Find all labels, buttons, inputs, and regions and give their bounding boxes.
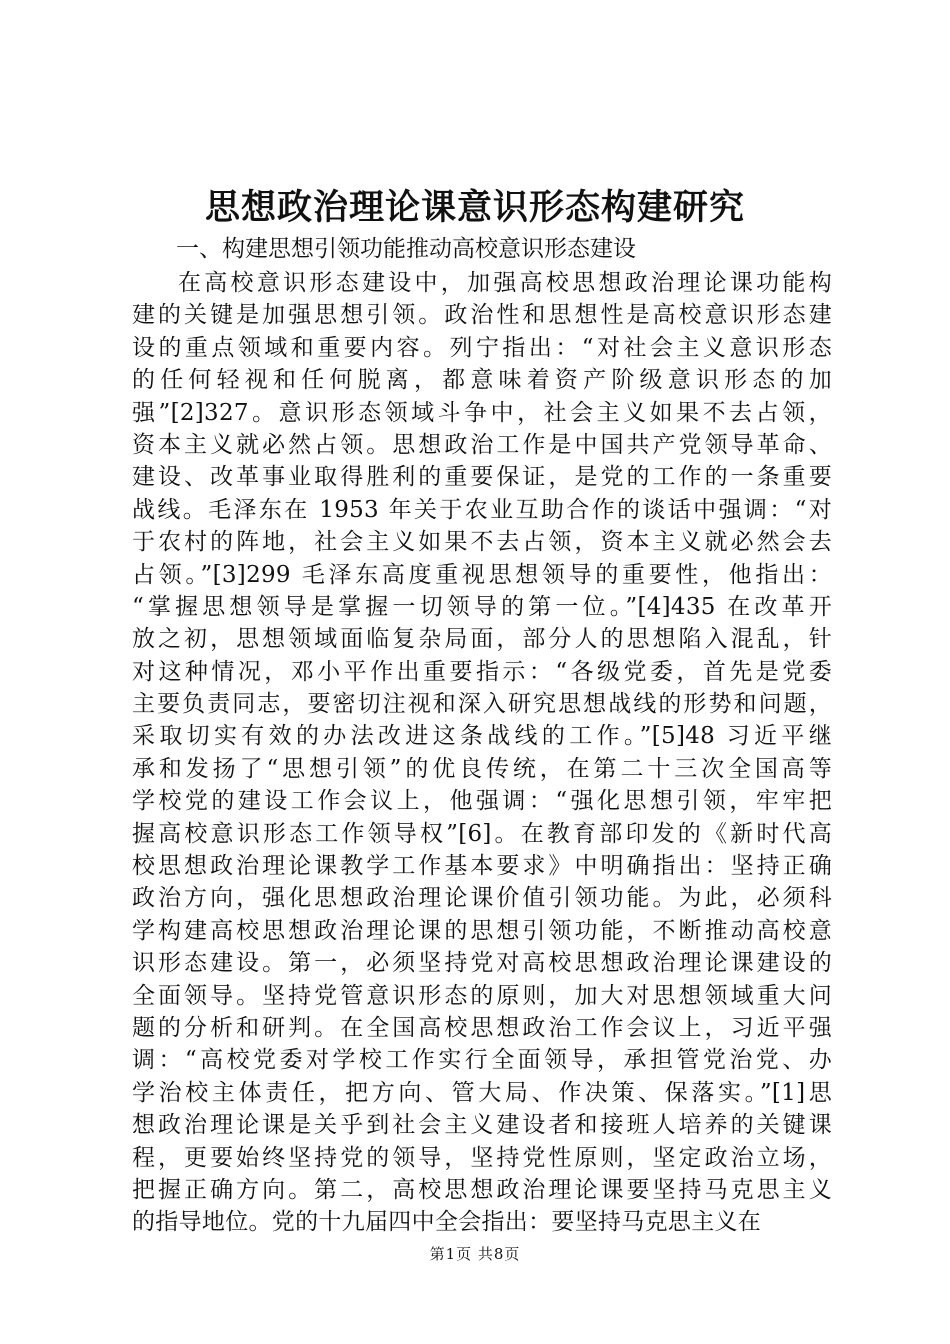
body-line: 政治方向，强化思想政治理论课价值引领功能。为此，必须科	[132, 885, 832, 912]
body-line: 校思想政治理论课教学工作基本要求》中明确指出：坚持正确	[132, 853, 832, 880]
body-line: 学构建高校思想政治理论课的思想引领功能，不断推动高校意	[132, 917, 832, 944]
body-line: 学治校主体责任，把方向、管大局、作决策、保落实。”[1]思	[132, 1079, 832, 1106]
body-line: 全面领导。坚持党管意识形态的原则，加大对思想领域重大问	[132, 982, 832, 1009]
body-line: 学校党的建设工作会议上，他强调：“强化思想引领，牢牢把	[132, 788, 832, 815]
body-line: 的任何轻视和任何脱离，都意味着资产阶级意识形态的加	[132, 367, 832, 394]
body-line: 在高校意识形态建设中，加强高校思想政治理论课功能构	[178, 270, 832, 296]
body-line: 对这种情况，邓小平作出重要指示：“各级党委，首先是党委	[132, 658, 832, 685]
body-line: 占领。”[3]299 毛泽东高度重视思想领导的重要性，他指出：	[132, 561, 832, 588]
section-heading: 一、构建思想引领功能推动高校意识形态建设	[176, 236, 636, 262]
body-line: 握高校意识形态工作领导权”[6]。在教育部印发的《新时代高	[132, 820, 832, 847]
body-text	[132, 267, 832, 1239]
body-line: 建的关键是加强思想引领。政治性和思想性是高校意识形态建	[132, 302, 832, 329]
body-line: 调：“高校党委对学校工作实行全面领导，承担管党治党、办	[132, 1047, 832, 1074]
body-line: 建设、改革事业取得胜利的重要保证，是党的工作的一条重要	[132, 464, 832, 491]
body-line: “掌握思想领导是掌握一切领导的第一位。”[4]435 在改革开	[132, 593, 832, 620]
body-line: 想政治理论课是关乎到社会主义建设者和接班人培养的关键课	[132, 1112, 832, 1139]
body-line: 设的重点领域和重要内容。列宁指出：“对社会主义意识形态	[132, 334, 832, 361]
body-line: 程，更要始终坚持党的领导，坚持党性原则，坚定政治立场，	[132, 1144, 832, 1171]
body-line: 于农村的阵地，社会主义如果不去占领，资本主义就必然会去	[132, 529, 832, 556]
body-line: 主要负责同志，要密切注视和深入研究思想战线的形势和问题，	[132, 691, 832, 718]
page-number-footer: 第1页 共8页	[429, 1245, 521, 1263]
body-line: 战线。毛泽东在 1953 年关于农业互助合作的谈话中强调：“对	[132, 496, 832, 523]
body-line: 采取切实有效的办法改进这条战线的工作。”[5]48 习近平继	[132, 723, 832, 750]
body-line: 放之初，思想领域面临复杂局面，部分人的思想陷入混乱，针	[132, 626, 832, 653]
body-line: 的指导地位。党的十九届四中全会指出：要坚持马克思主义在	[132, 1209, 762, 1236]
body-line: 承和发扬了“思想引领”的优良传统，在第二十三次全国高等	[132, 755, 832, 782]
body-line: 资本主义就必然占领。思想政治工作是中国共产党领导革命、	[132, 431, 832, 458]
body-line: 题的分析和研判。在全国高校思想政治工作会议上，习近平强	[132, 1014, 832, 1041]
body-line: 强”[2]327。意识形态领域斗争中，社会主义如果不去占领，	[132, 399, 832, 426]
body-line: 把握正确方向。第二，高校思想政治理论课要坚持马克思主义	[132, 1176, 832, 1203]
document-title: 思想政治理论课意识形态构建研究	[204, 187, 745, 228]
body-line: 识形态建设。第一，必须坚持党对高校思想政治理论课建设的	[132, 950, 832, 977]
